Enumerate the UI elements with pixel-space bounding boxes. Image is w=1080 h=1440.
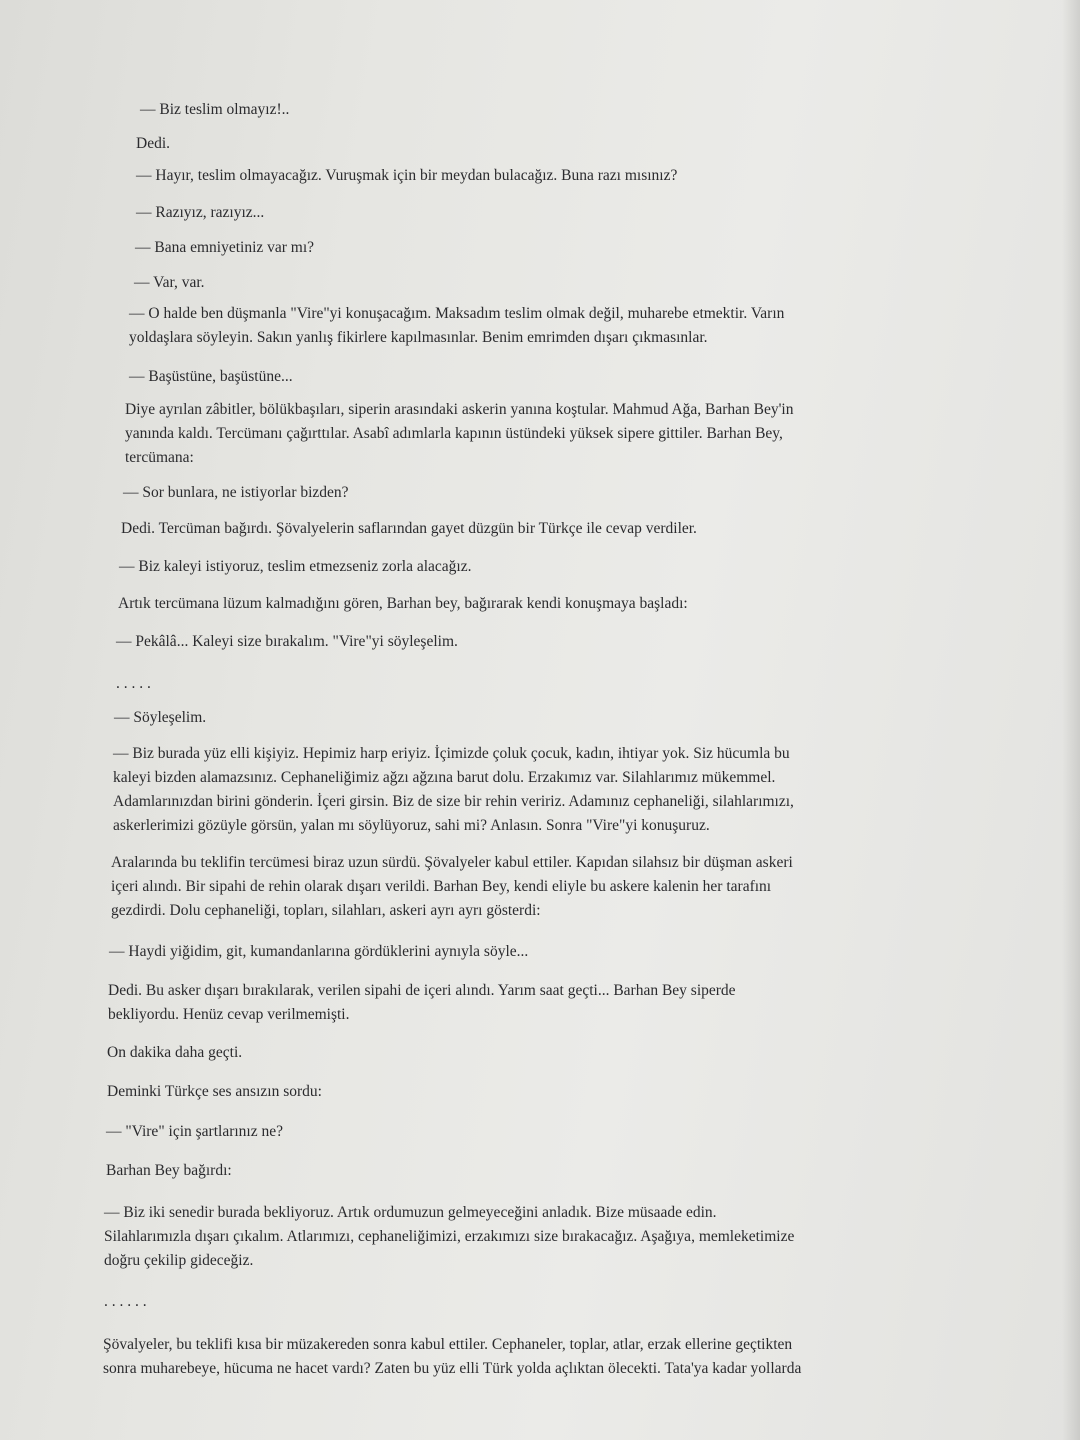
paragraph xyxy=(136,201,264,225)
paragraph-line: — Biz kaleyi istiyoruz, teslim etmezseniz zorla alacağız. xyxy=(119,558,472,575)
paragraph xyxy=(113,742,794,838)
paragraph xyxy=(106,1159,232,1183)
paragraph xyxy=(109,940,528,964)
paragraph-line: Silahlarımızla dışarı çıkalım. Atlarımızı, cephaneliğimizi, erzakımızı size bırakacağız. Aşağıya, memleketimize xyxy=(104,1228,795,1245)
paragraph-line: Dedi. Tercüman bağırdı. Şövalyelerin saflarından gayet düzgün bir Türkçe ile cevap verdiler. xyxy=(121,520,697,537)
paragraph-line: . . . . . xyxy=(116,675,151,692)
paragraph-line: Diye ayrılan zâbitler, bölükbaşıları, siperin arasındaki askerin yanına koştular. Mahmud Ağa, Barhan Bey'in xyxy=(125,401,794,418)
paragraph xyxy=(107,1080,322,1104)
paragraph-line: yoldaşlara söyleyin. Sakın yanlış fikirlere kapılmasınlar. Benim emrimden dışarı çıkmasınlar. xyxy=(129,329,708,346)
paragraph-line: Şövalyeler, bu teklifi kısa bir müzakereden sonra kabul ettiler. Cephaneler, toplar, atlar, erzak ellerine geçtikten xyxy=(103,1336,793,1353)
ellipsis-separator xyxy=(104,1290,147,1314)
paragraph xyxy=(121,517,697,541)
paragraph-line: — Biz iki senedir burada bekliyoruz. Artık ordumuzun gelmeyeceğini anladık. Bize müsaade edin. xyxy=(104,1204,717,1221)
paragraph-line: — Biz teslim olmayız!.. xyxy=(140,101,290,118)
paragraph xyxy=(134,271,205,295)
paragraph-line: — Bana emniyetiniz var mı? xyxy=(135,239,315,256)
paragraph xyxy=(107,1041,242,1065)
paragraph xyxy=(119,555,472,579)
paragraph-line: — Sor bunlara, ne istiyorlar bizden? xyxy=(123,484,349,501)
paragraph-line: doğru çekilip gideceğiz. xyxy=(104,1252,254,1269)
paragraph-line: Dedi. Bu asker dışarı bırakılarak, verilen sipahi de içeri alındı. Yarım saat geçti... Barhan Bey siperde xyxy=(108,982,736,999)
paragraph-line: — Pekâlâ... Kaleyi size bırakalım. "Vire"yi söyleşelim. xyxy=(116,633,458,650)
paragraph-line: Deminki Türkçe ses ansızın sordu: xyxy=(107,1083,322,1100)
paragraph xyxy=(135,236,314,260)
paragraph-line: — Razıyız, razıyız... xyxy=(136,204,265,221)
paragraph xyxy=(111,851,793,923)
paragraph-line: — Var, var. xyxy=(134,274,205,291)
paragraph xyxy=(140,98,289,122)
paragraph-line: — O halde ben düşmanla "Vire"yi konuşacağım. Maksadım teslim olmak değil, muharebe etmektir. Varın xyxy=(129,305,785,322)
paragraph-line: askerlerimizi gözüyle görsün, yalan mı söylüyoruz, sahi mi? Anlasın. Sonra "Vire"yi konuşuruz. xyxy=(113,817,710,834)
paragraph-line: Barhan Bey bağırdı: xyxy=(106,1162,232,1179)
paragraph-line: — "Vire" için şartlarınız ne? xyxy=(106,1123,283,1140)
paragraph-line: — Söyleşelim. xyxy=(114,709,207,726)
paragraph-line: Dedi. xyxy=(136,135,171,152)
paragraph-line: Adamlarınızdan birini gönderin. İçeri girsin. Biz de size bir rehin veririz. Adamınız cephaneliği, silahlarımızı, xyxy=(113,793,794,810)
paragraph xyxy=(116,630,458,654)
paragraph-line: — Biz burada yüz elli kişiyiz. Hepimiz harp eriyiz. İçimizde çoluk çocuk, kadın, ihtiyar yok. Siz hücumla bu xyxy=(113,745,790,762)
paragraph-line: yanında kaldı. Tercümanı çağırttılar. Asabî adımlarla kapının üstündeki yüksek sipere gittiler. Barhan Bey, xyxy=(125,425,783,442)
paragraph-line: Artık tercümana lüzum kalmadığını gören, Barhan bey, bağırarak kendi konuşmaya başladı: xyxy=(118,595,688,612)
paragraph xyxy=(125,398,794,470)
paragraph-line: — Haydi yiğidim, git, kumandanlarına gördüklerini aynıyla söyle... xyxy=(109,943,529,960)
paragraph-line: On dakika daha geçti. xyxy=(107,1044,243,1061)
paragraph-line: gezdirdi. Dolu cephaneliği, topları, silahları, askeri ayrı ayrı gösterdi: xyxy=(111,902,541,919)
paragraph xyxy=(129,302,784,350)
paragraph-line: — Hayır, teslim olmayacağız. Vuruşmak için bir meydan bulacağız. Buna razı mısınız? xyxy=(136,167,678,184)
paragraph xyxy=(114,706,206,730)
paragraph-line: tercümana: xyxy=(125,449,194,466)
ellipsis-separator xyxy=(116,672,151,696)
paragraph xyxy=(129,365,293,389)
paragraph xyxy=(108,979,736,1027)
paragraph-line: sonra muharebeye, hücuma ne hacet vardı? Zaten bu yüz elli Türk yolda açlıktan ölecekti. Tata'ya kadar yollarda xyxy=(103,1360,802,1377)
paragraph-line: bekliyordu. Henüz cevap verilmemişti. xyxy=(108,1006,350,1023)
paragraph-line: içeri alındı. Bir sipahi de rehin olarak dışarı verildi. Barhan Bey, kendi eliyle bu askere kalenin her tarafını xyxy=(111,878,772,895)
paragraph xyxy=(136,164,677,188)
paragraph-line: — Başüstüne, başüstüne... xyxy=(129,368,293,385)
paragraph-line: Aralarında bu teklifin tercümesi biraz uzun sürdü. Şövalyeler kabul ettiler. Kapıdan silahsız bir düşman askeri xyxy=(111,854,793,871)
paragraph xyxy=(123,481,349,505)
paragraph xyxy=(136,132,170,156)
paragraph xyxy=(118,592,688,616)
paragraph-line: . . . . . . xyxy=(104,1293,147,1310)
paragraph xyxy=(104,1201,794,1273)
paragraph xyxy=(106,1120,283,1144)
paragraph xyxy=(103,1333,801,1381)
paragraph-line: kaleyi bizden alamazsınız. Cephaneliğimiz ağzı ağzına barut dolu. Erzakımız var. Silahlarımız mükemmel. xyxy=(113,769,776,786)
